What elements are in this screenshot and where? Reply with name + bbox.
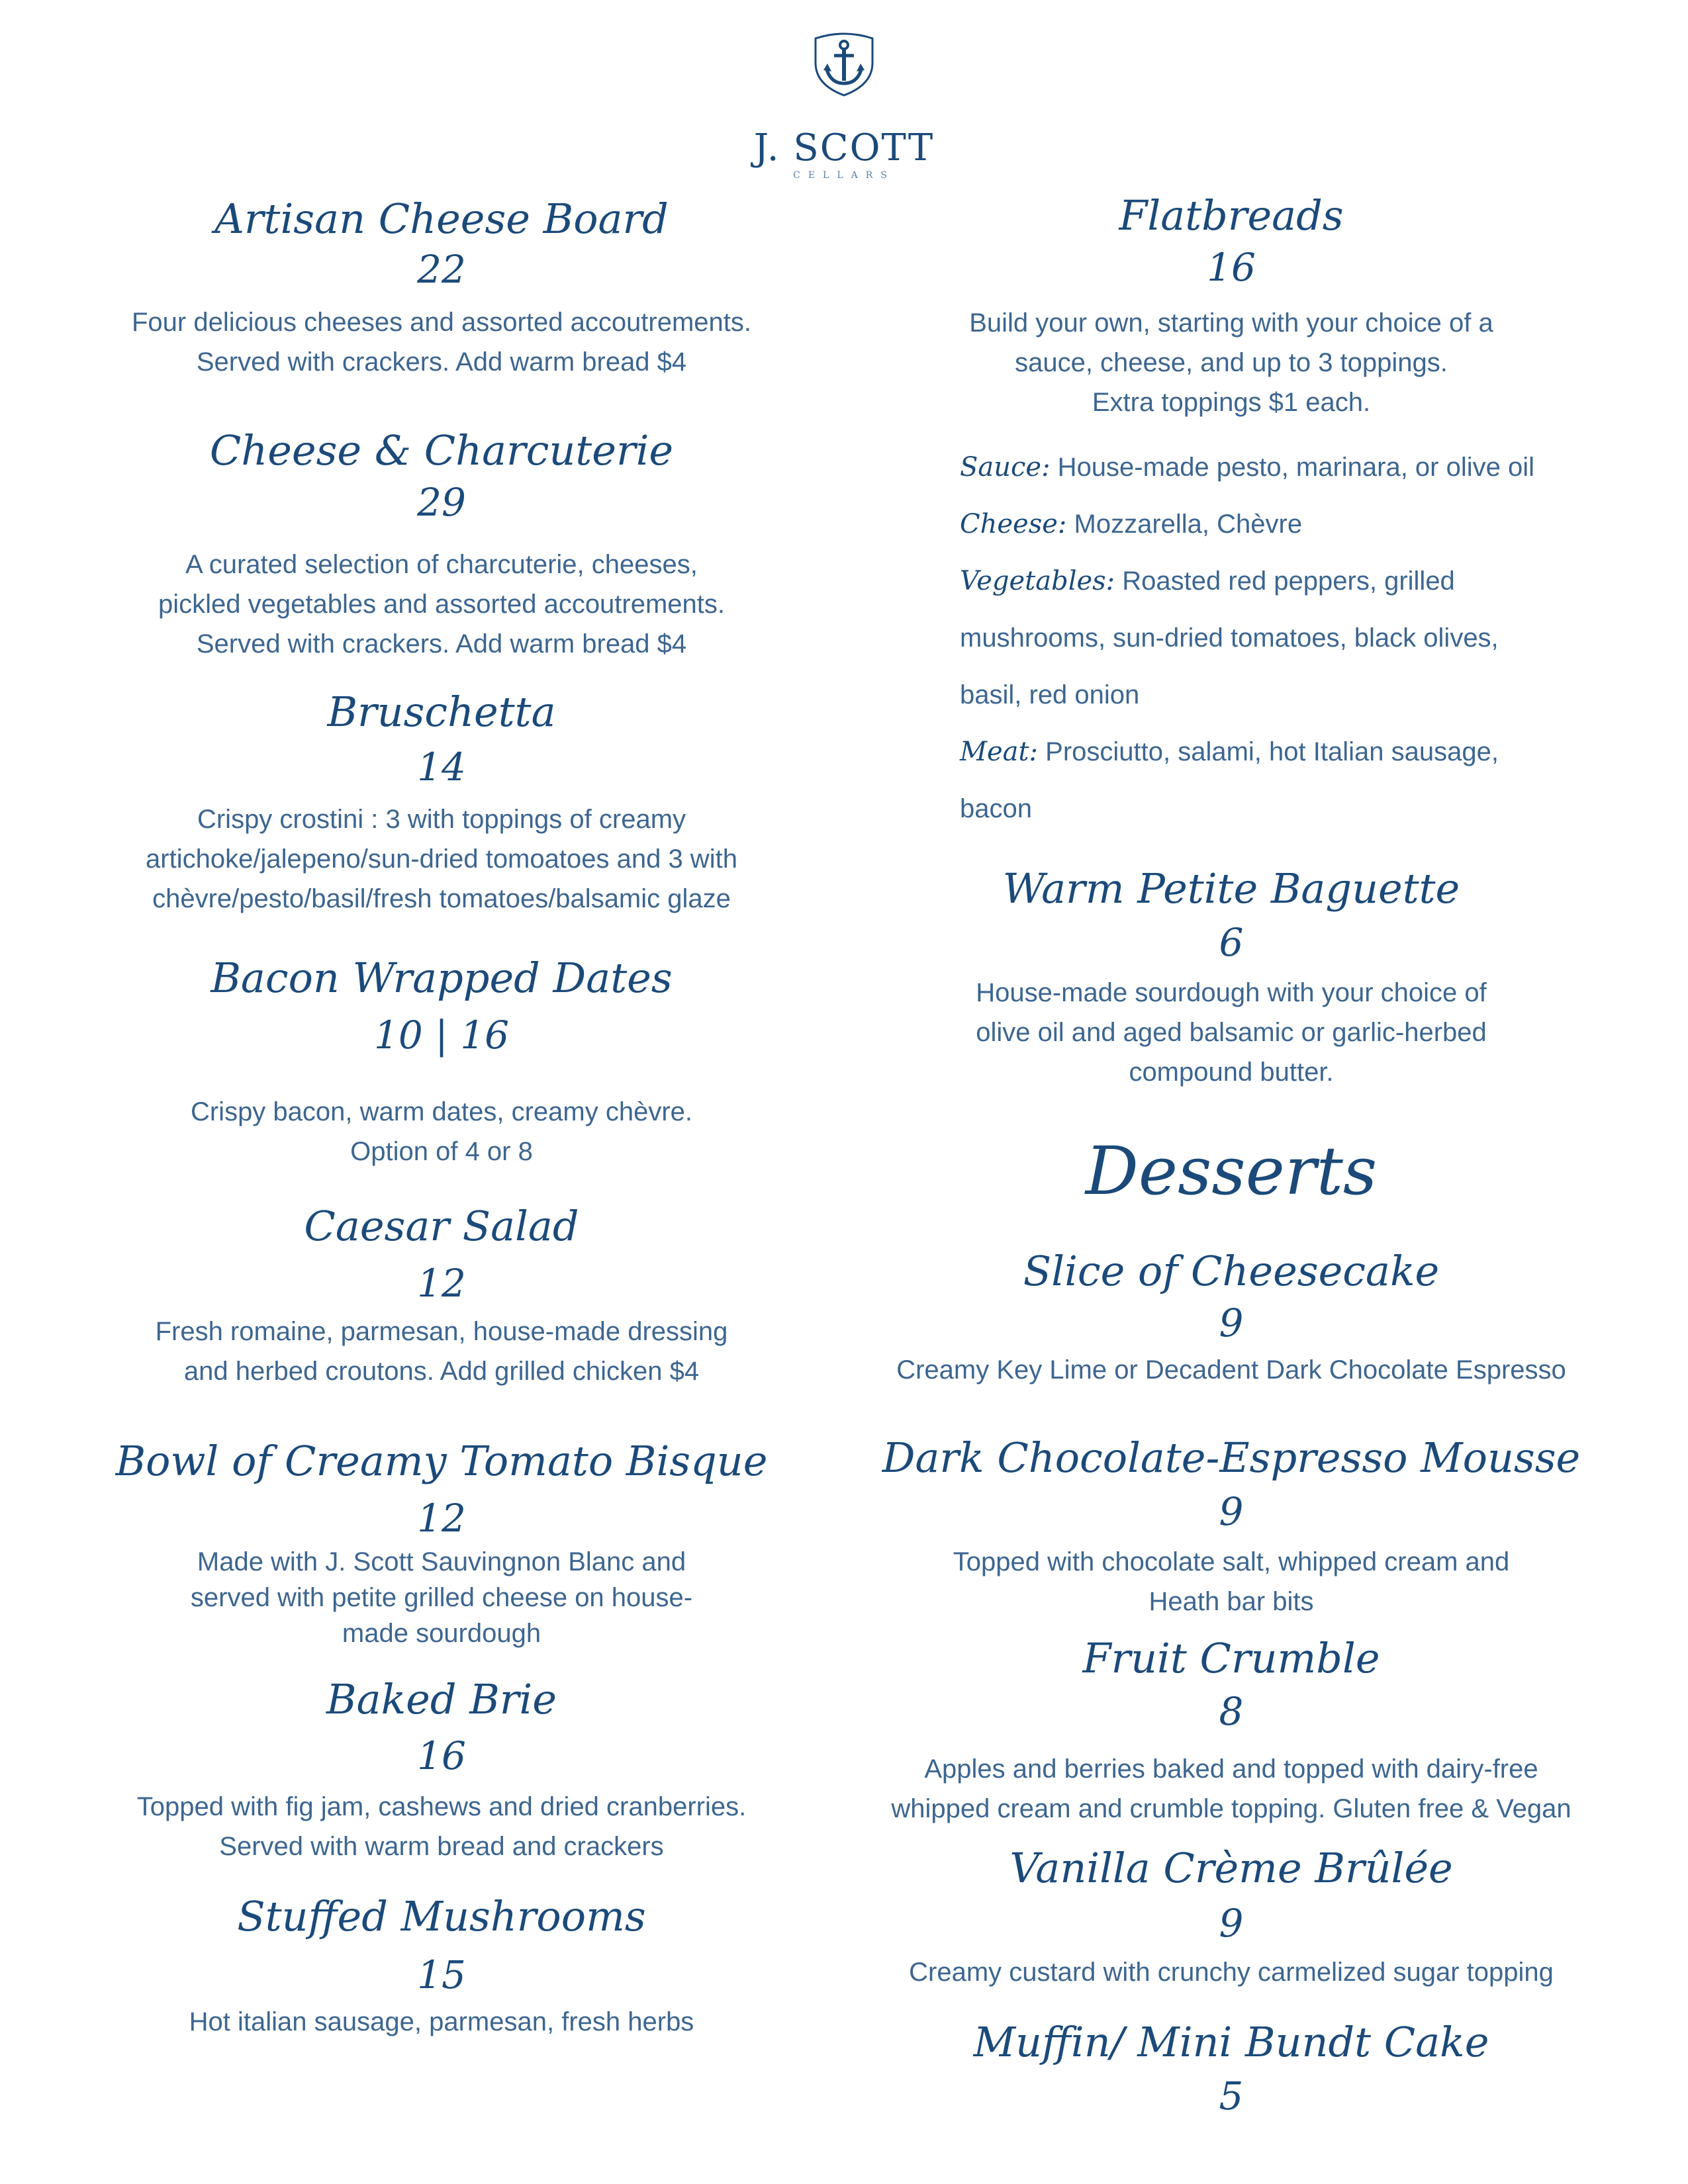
item-title: Caesar Salad xyxy=(304,1202,579,1250)
flatbread-option-cheese: Cheese: Mozzarella, Chèvre xyxy=(960,509,1303,539)
item-description: Build your own, starting with your choice of a sauce, cheese, and up to 3 toppings. Extra toppings $1 each. xyxy=(969,308,1493,417)
item-description: Topped with chocolate salt, whipped cream and Heath bar bits xyxy=(953,1547,1510,1616)
item-title: Warm Petite Baguette xyxy=(1002,864,1460,913)
flatbread-option-sauce: Sauce: House-made pesto, marinara, or olive oil xyxy=(960,452,1535,482)
item-description: Made with J. Scott Sauvingnon Blanc and served with petite grilled cheese on house- made sourdough xyxy=(190,1547,693,1648)
item-price: 5 xyxy=(1219,2073,1244,2118)
flatbread-option-vegetables: Vegetables: Roasted red peppers, grilled xyxy=(960,566,1455,596)
item-title: Flatbreads xyxy=(1119,191,1344,240)
flatbread-option-text: bacon xyxy=(960,794,1032,823)
anchor-shield-icon xyxy=(808,26,880,99)
item-title: Dark Chocolate-Espresso Mousse xyxy=(882,1433,1581,1482)
item-title: Bacon Wrapped Dates xyxy=(211,954,673,1002)
flatbread-option-meat: Meat: Prosciutto, salami, hot Italian sausage, xyxy=(960,737,1499,767)
item-price: 12 xyxy=(417,1261,466,1306)
item-description: Topped with fig jam, cashews and dried cranberries. Served with warm bread and crackers xyxy=(136,1792,747,1861)
item-description: House-made sourdough with your choice of olive oil and aged balsamic or garlic-herbed compound butter. xyxy=(976,978,1487,1087)
item-description: Crispy crostini : 3 with toppings of creamy artichoke/jalepeno/sun-dried tomoatoes and 3 with chèvre/pesto/basil/fresh tomatoes/balsamic glaze xyxy=(146,805,737,913)
item-price: 9 xyxy=(1219,1901,1244,1946)
item-description: A curated selection of charcuterie, cheeses, pickled vegetables and assorted accoutrements. Served with crackers. Add warm bread $4 xyxy=(158,550,726,659)
item-title: Vanilla Crème Brûlée xyxy=(1009,1844,1453,1892)
item-title: Baked Brie xyxy=(326,1675,557,1723)
item-price: 29 xyxy=(417,480,466,525)
item-title: Bowl of Creamy Tomato Bisque xyxy=(115,1437,768,1485)
item-price: 12 xyxy=(417,1496,466,1541)
section-heading-desserts: Desserts xyxy=(1085,1132,1378,1210)
item-price: 10 | 16 xyxy=(373,1013,510,1058)
item-title: Bruschetta xyxy=(327,688,556,736)
item-price: 9 xyxy=(1219,1489,1244,1534)
item-price: 14 xyxy=(417,745,466,790)
item-description: Creamy custard with crunchy carmelized sugar topping xyxy=(909,1958,1554,1987)
item-price: 16 xyxy=(417,1733,466,1778)
item-title: Stuffed Mushrooms xyxy=(237,1892,646,1940)
item-price: 15 xyxy=(417,1952,466,1997)
item-price: 8 xyxy=(1219,1689,1244,1734)
item-title: Muffin/ Mini Bundt Cake xyxy=(973,2018,1489,2066)
item-description: Four delicious cheeses and assorted accoutrements. Served with crackers. Add warm bread $4 xyxy=(131,308,752,377)
flatbread-option-text: mushrooms, sun-dried tomatoes, black olives, xyxy=(960,623,1499,653)
item-title: Slice of Cheesecake xyxy=(1023,1247,1440,1295)
item-description: Hot italian sausage, parmesan, fresh herbs xyxy=(189,2007,694,2036)
item-description: Creamy Key Lime or Decadent Dark Chocolate Espresso xyxy=(896,1355,1566,1385)
item-price: 6 xyxy=(1219,920,1244,965)
logo-wordmark: J. SCOTT xyxy=(753,126,935,169)
item-title: Cheese & Charcuterie xyxy=(209,426,674,475)
flatbread-option-text: basil, red onion xyxy=(960,680,1140,709)
item-title: Artisan Cheese Board xyxy=(214,195,669,243)
logo xyxy=(778,26,910,99)
item-price: 16 xyxy=(1207,245,1256,290)
item-price: 22 xyxy=(417,247,466,292)
item-description: Fresh romaine, parmesan, house-made dressing and herbed croutons. Add grilled chicken $4 xyxy=(155,1317,728,1386)
item-price: 9 xyxy=(1219,1300,1244,1345)
item-description: Crispy bacon, warm dates, creamy chèvre. Option of 4 or 8 xyxy=(190,1097,693,1166)
item-title: Fruit Crumble xyxy=(1082,1634,1380,1682)
logo-subtitle: CELLARS xyxy=(793,170,895,181)
item-description: Apples and berries baked and topped with dairy-free whipped cream and crumble topping. Gluten free & Vegan xyxy=(891,1754,1571,1823)
